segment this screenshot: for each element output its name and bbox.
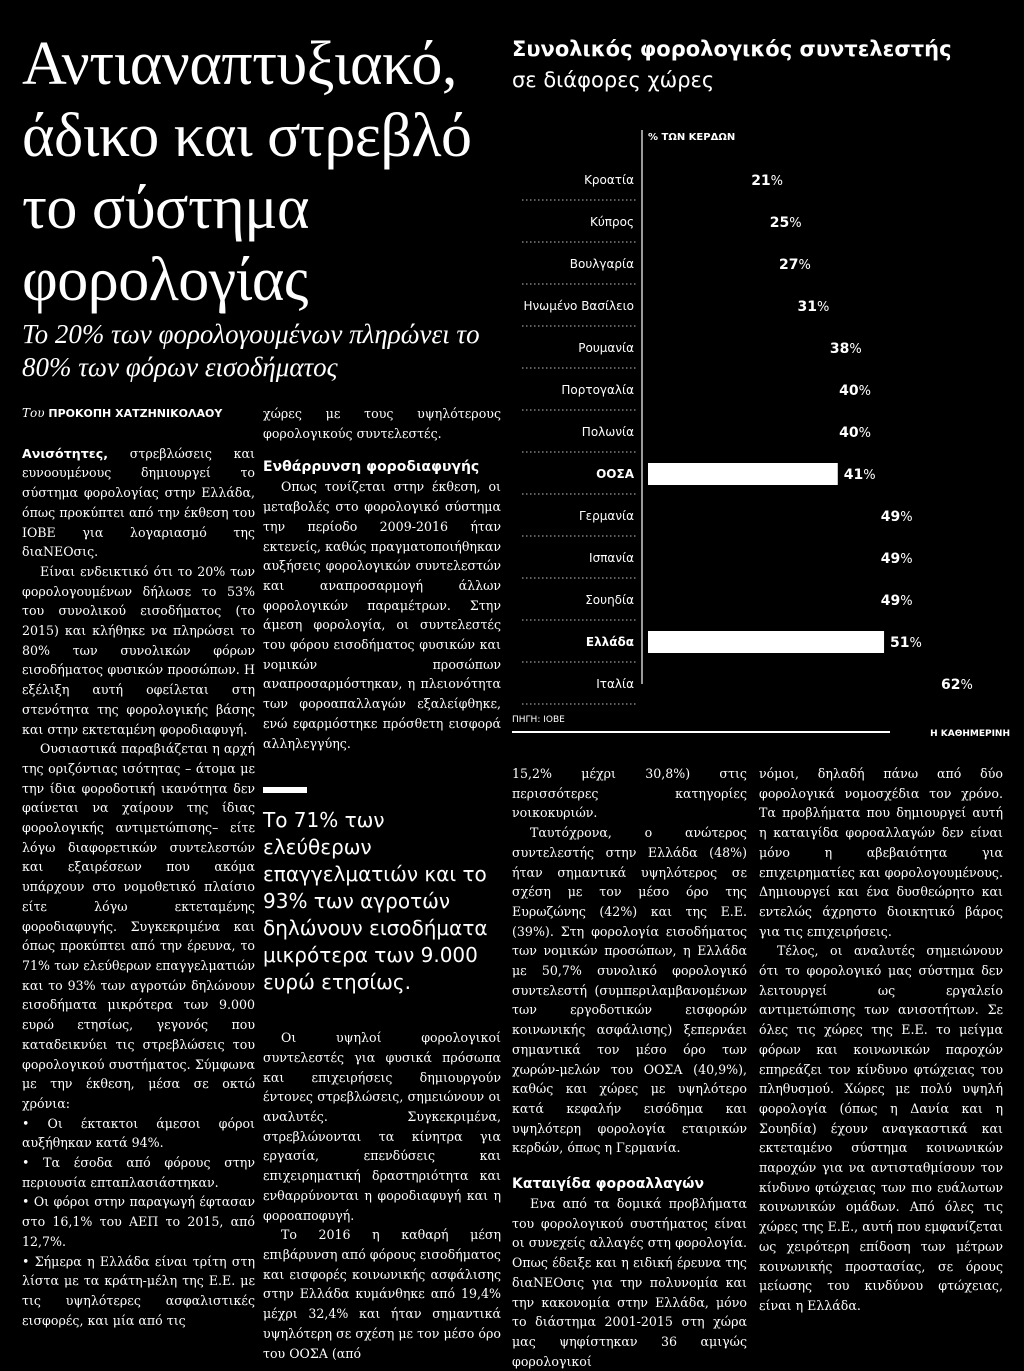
chart-category-label: Ελλάδα (585, 635, 634, 649)
chart-source: ΠΗΓΗ: ΙΟΒΕ (512, 715, 565, 725)
headline-line: Αντιαναπτυξιακό, (22, 30, 457, 98)
chart-category-label: Σουηδία (585, 593, 634, 607)
chart-subtitle: σε διάφορες χώρες (512, 68, 715, 92)
byline-prefix: Του (22, 406, 45, 420)
chart-value-label: 40% (839, 383, 871, 399)
bullet-item: • Τα έσοδα από φόρους στην περιουσία επταπλασιάστηκαν. (22, 1155, 255, 1190)
tax-rate-chart (512, 124, 1012, 744)
chart-bar (648, 253, 773, 275)
headline-line: φορολογίας (22, 246, 308, 314)
chart-category-label: Ρουμανία (578, 341, 634, 355)
chart-bar (648, 463, 838, 485)
paragraph: Οπως τονίζεται στην έκθεση, οι μεταβολές στο φορολογικό σύστημα την περίοδο 2009-2016 ήταν εκτενείς, καθώς πραγματοποιήθηκαν αυξήσεις φορολογικών συντελεστών και αναπροσαρμογή άλλων φορολογικών παραμέτρων. Στην άμεση φορολογία, οι συντελεστές του φόρου εισοδήματος φυσικών και νομικών προσώπων αναπροσαρμόστηκαν, η πλειονότητα των φοροαπαλλαγών εξαλείφθηκε, ενώ εφαρμόστηκε πρόσθετη εισφορά αλληλεγγύης. (263, 479, 501, 751)
headline-line: το σύστημα (22, 174, 310, 242)
bullet-item: • Σήμερα η Ελλάδα είναι τρίτη στη λίστα με τα κράτη-μέλη της Ε.Ε. με τις υψηλότερες ασφαλιστικές εισφορές, και μία από τις (22, 1253, 255, 1328)
chart-bar (648, 211, 764, 233)
chart-title: Συνολικός φορολογικός συντελεστής (512, 37, 952, 61)
bullet-item: • Οι έκτακτοι άμεσοι φόροι αυξήθηκαν κατά 94%. (22, 1115, 255, 1151)
chart-bar (648, 379, 833, 401)
chart-value-label: 41% (843, 467, 876, 483)
chart-bar (648, 589, 875, 611)
chart-value-label: 49% (880, 593, 913, 609)
section-heading: Ενθάρρυνση φοροδιαφυγής (263, 459, 480, 476)
headline (22, 28, 502, 316)
chart-bar (648, 169, 745, 191)
paragraph: Ουσιαστικά παραβιάζεται η αρχή της οριζόντιας ισότητας – άτομα με την ίδια φοροδοτική ικανότητα δεν φαίνεται να χαίρουν της ίδιας φορολογικής αντιμετώπισης– είτε λόγω διαφορετικών συντελεστών και εξαιρέσεων που ακόμα υπάρχουν στο νομοθετικό πλαίσιο είτε λόγω εκτεταμένης φοροδιαφυγής. Συγκεκριμένα και όπως προκύπτει από την έρευνα, το 71% των ελεύθερων επαγγελματιών και το 93% των αγροτών δηλώνουν εισοδήματα μικρότερα των 9.000 ευρώ ετησίως, γεγονός που καταδεικνύει τις στρεβλώσεις του φορολογικού συστήματος. Σύμφωνα με την έκθεση, μέσα σε οκτώ χρόνια: (22, 741, 255, 1111)
chart-value-label: 27% (778, 257, 811, 273)
chart-bar (648, 295, 791, 317)
chart-bar (648, 505, 875, 527)
chart-value-label: 51% (890, 635, 922, 651)
chart-category-label: Πολωνία (581, 425, 634, 439)
paragraph-text: στρεβλώσεις και ευνοουμένους δημιουργεί το σύστημα φορολογίας στην Ελλάδα, όπως προκύπτει από την έκθεση του ΙΟΒΕ για λογαριασμό της διαΝΕΟσις. (22, 445, 255, 560)
pull-quote-text: Το 71% των ελεύθερων επαγγελματιών και το 93% των αγροτών δηλώνουν εισοδήματα μικρότερα των 9.000 ευρώ ετησίως. (263, 808, 488, 995)
chart-category-label: Ηνωμένο Βασίλειο (523, 299, 634, 313)
chart-unit-label: % ΤΩΝ ΚΕΡΔΩΝ (648, 132, 736, 143)
section-heading: Καταιγίδα φοροαλλαγών (512, 1176, 704, 1193)
chart-value-label: 21% (751, 173, 784, 189)
article-column-3 (512, 764, 747, 1371)
chart-category-label: Κροατία (584, 173, 634, 187)
chart-category-label: Ιταλία (596, 677, 634, 691)
chart-category-label: Κύπρος (589, 215, 634, 229)
article-column-2 (263, 404, 501, 1363)
byline (22, 404, 255, 424)
chart-value-label: 25% (769, 215, 802, 231)
paragraph: Τέλος, οι αναλυτές σημειώνουν ότι το φορολογικό μας σύστημα δεν λειτουργεί ως εργαλείο αντιμετώπισης των ανισοτήτων. Σε όλες τις χώρες της Ε.Ε. το μείγμα φόρων και κοινωνικών παροχών επηρεάζει τον κίνδυνο φτώχειας του πληθυσμού. Χώρες με πολύ υψηλή φορολογία (όπως η Δανία και η Σουηδία) έχουν αναγκαστικά και εκτεταμένο σύστημα κοινωνικών παροχών για να αντισταθμίσουν τον κίνδυνο φτώχειας των πιο ευάλωτων κοινωνικών ομάδων. Από όλες τις χώρες της Ε.Ε., αυτή που εμφανίζεται ως χειρότερη επίδοση των μέτρων κοινωνικής προστασίας, σε όρους μείωσης του κινδύνου φτώχειας, είναι η Ελλάδα. (759, 943, 1003, 1313)
chart-value-label: 49% (880, 551, 913, 567)
paragraph: Ενα από τα δομικά προβλήματα του φορολογικού συστήματος είναι οι συνεχείς αλλαγές στη φορολογία. Οπως έδειξε και η ειδική έρευνα της διαΝΕΟσις για την πολυνομία και την κακονομία στην Ελλάδα, μόνο το διάστημα 2001-2015 στη χώρα μας ψηφίστηκαν 36 αμιγώς φορολογικοί (512, 1196, 747, 1369)
chart-value-label: 62% (940, 677, 973, 693)
chart-value-label: 31% (797, 299, 830, 315)
lead-word: Ανισότητες, (22, 445, 108, 461)
paragraph: Ταυτόχρονα, ο ανώτερος συντελεστής στην Ελλάδα (48%) ήταν σημαντικά υψηλότερος σε σχέση με τον μέσο όρο της Ευρωζώνης (42%) και της Ε.Ε. (39%). Στη φορολογία εισοδήματος των νομικών προσώπων, η Ελλάδα με 50,7% συνολικό φορολογικό συντελεστή (συμπεριλαμβανομένων των εργοδοτικών εισφορών κοινωνικής ασφάλισης) ξεπερνάει σημαντικά τον μέσο όρο των χωρών-μελών του ΟΟΣΑ (40,9%), καθώς και χώρες με υψηλότερο κατά κεφαλήν εισόδημα και υψηλότερη φορολογία εταιρικών κερδών, όπως η Γερμανία. (512, 825, 747, 1156)
article-column-1 (22, 404, 255, 1330)
paragraph: νόμοι, δηλαδή πάνω από δύο φορολογικά νομοσχέδια τον χρόνο. Τα προβλήματα που δημιουργεί αυτή η καταιγίδα φοροαλλαγών δεν είναι μόνο η αβεβαιότητα για επιχειρηματίες και φορολογουμένους. Δημιουργεί και ένα δυσθεώρητο και εντελώς άχρηστο διοικητικό βάρος για τις επιχειρήσεις. (759, 766, 1003, 939)
chart-bar (648, 421, 833, 443)
chart-value-label: 40% (839, 425, 871, 441)
paragraph: Το 2016 η καθαρή μέση επιβάρυνση από φόρους εισοδήματος και εισφορές κοινωνικής ασφάλισης στην Ελλάδα κυμάνθηκε από 19,4% μέχρι 32,4% και ήταν σημαντικά υψηλότερη σε σχέση με τον μέσο όρο του ΟΟΣΑ (από (263, 1227, 501, 1361)
chart-category-label: Βουλγαρία (569, 257, 634, 271)
chart-bar (648, 337, 824, 359)
chart-category-label: Ισπανία (589, 551, 634, 565)
chart-bar (648, 631, 884, 653)
chart-bar (648, 673, 935, 695)
article-column-4 (759, 764, 1003, 1316)
paragraph (22, 444, 255, 562)
byline-author: ΠΡΟΚΟΠΗ ΧΑΤΖΗΝΙΚΟΛΑΟΥ (48, 407, 223, 420)
chart-category-label: ΟΟΣΑ (596, 467, 634, 481)
chart-bar (648, 547, 875, 569)
paragraph: Είναι ενδεικτικό ότι το 20% των φορολογουμένων δήλωσε το 53% του συνολικού εισοδήματος (το 2015) και κλήθηκε να πληρώσει το 80% των συνολικών φόρων εισοδήματος φυσικών προσώπων. Η εξέλιξη αυτή οφείλεται στη στενότητα της φορολογικής βάσης και στην εκτεταμένη φοροδιαφυγή. (22, 563, 255, 737)
chart-credit: Η ΚΑΘΗΜΕΡΙΝΗ (930, 729, 1010, 739)
headline-line: άδικο και στρεβλό (22, 102, 472, 170)
paragraph: χώρες με τους υψηλότερους φορολογικούς συντελεστές. (263, 406, 501, 441)
bullet-item: • Οι φόροι στην παραγωγή έφτασαν στο 16,1% του ΑΕΠ το 2015, από 12,7%. (22, 1194, 255, 1249)
chart-value-label: 38% (829, 341, 862, 357)
chart-value-label: 49% (880, 509, 913, 525)
paragraph: Οι υψηλοί φορολογικοί συντελεστές για φυσικά πρόσωπα και επιχειρήσεις δημιουργούν έντονες στρεβλώσεις, σημειώνουν οι αναλυτές. Συγκεκριμένα, στρεβλώνονται τα κίνητρα για εργασία, επενδύσεις και επιχειρηματική δραστηριότητα και ενθαρρύνονται η φοροδιαφυγή και η φοροαποφυγή. (263, 1030, 501, 1223)
chart-category-label: Γερμανία (578, 509, 634, 523)
subheadline: Το 20% των φορολογουμένων πληρώνει το 80% των φόρων εισοδήματος (22, 319, 480, 382)
pull-quote-rule (263, 787, 307, 793)
chart-category-label: Πορτογαλία (561, 383, 634, 397)
pull-quote (263, 787, 501, 996)
paragraph: 15,2% μέχρι 30,8%) στις περισσότερες κατηγορίες νοικοκυριών. (512, 766, 747, 821)
